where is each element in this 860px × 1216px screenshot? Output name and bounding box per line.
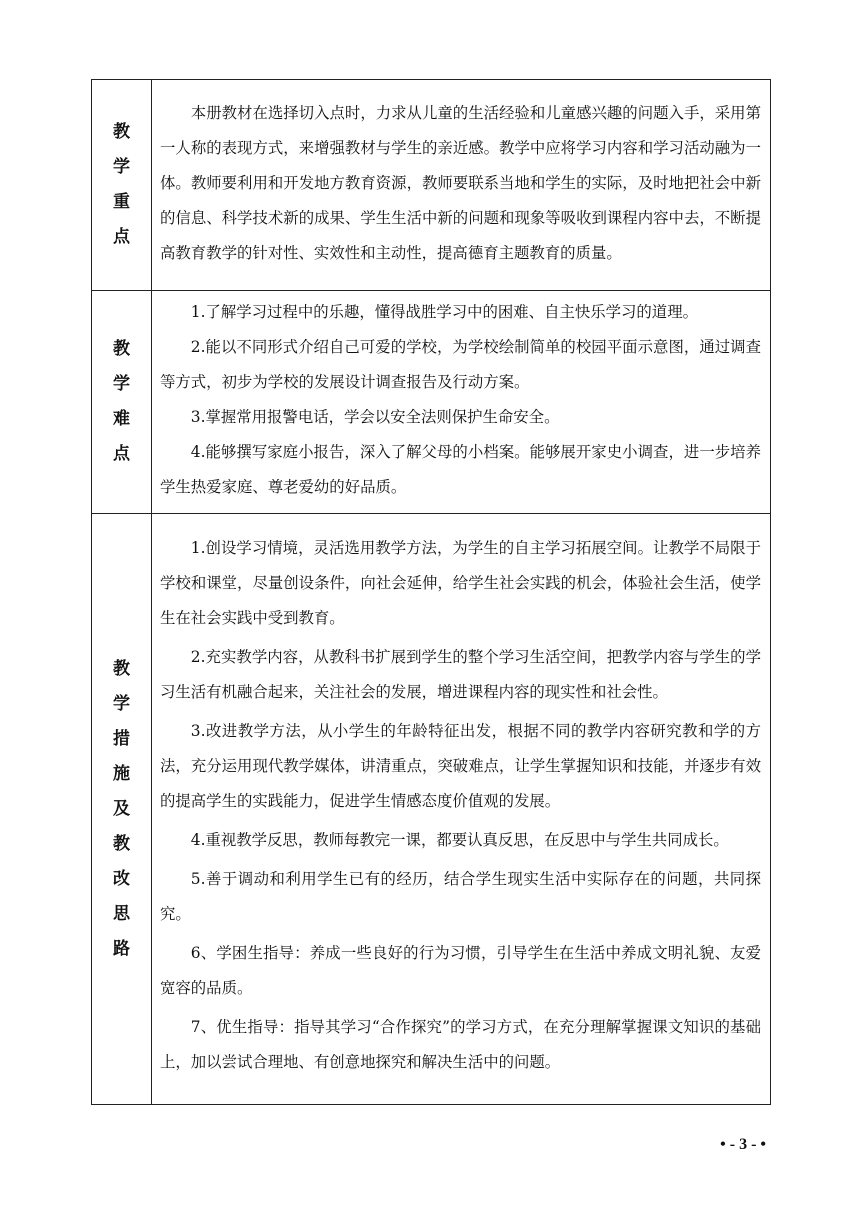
content-paragraph: 2.充实教学内容，从教科书扩展到学生的整个学习生活空间，把教学内容与学生的学习生活有机融合起来，关注社会的发展，增进课程内容的现实性和社会性。: [160, 647, 761, 701]
content-paragraph: 2.能以不同形式介绍自己可爱的学校，为学校绘制简单的校园平面示意图，通过调查等方式，初步为学校的发展设计调查报告及行动方案。: [160, 338, 761, 391]
label-char: 措: [113, 728, 130, 749]
content-paragraph: 1.创设学习情境，灵活选用教学方法，为学生的自主学习拓展空间。让教学不局限于学校和课堂，尽量创设条件，向社会延伸，给学生社会实践的机会，体验社会生活，使学生在社会实践中受到教育。: [160, 538, 761, 627]
label-char: 思: [113, 903, 130, 924]
section-row-teaching-measures: [92, 514, 771, 1105]
section-content-teaching-difficulty: [152, 291, 771, 514]
section-label-teaching-difficulty: [113, 332, 130, 472]
section-row-teaching-difficulty: [92, 291, 771, 514]
content-paragraph: 3.改进教学方法，从小学生的年龄特征出发，根据不同的教学内容研究教和学的方法，充分运用现代教学媒体，讲清重点，突破难点，让学生掌握知识和技能，并逐步有效的提高学生的实践能力，促进学生情感态度价值观的发展。: [160, 721, 761, 810]
section-label-cell: [92, 80, 152, 291]
content-paragraph: 3.掌握常用报警电话，学会以安全法则保护生命安全。: [190, 408, 560, 426]
label-char: 学: [113, 157, 130, 177]
teaching-plan-table: [91, 79, 771, 1105]
label-char: 路: [113, 938, 130, 959]
label-char: 难: [113, 409, 130, 429]
label-char: 学: [113, 693, 130, 714]
section-label-teaching-measures: [113, 652, 130, 967]
section-row-teaching-focus: [92, 80, 771, 291]
content-paragraph: 6、学困生指导：养成一些良好的行为习惯，引导学生在生活中养成文明礼貌、友爱宽容的品质。: [160, 943, 761, 997]
section-content-teaching-measures: [152, 514, 771, 1105]
label-char: 改: [113, 868, 130, 889]
label-char: 重: [113, 192, 130, 212]
section-content-teaching-focus: [152, 80, 771, 291]
label-char: 教: [113, 833, 130, 854]
label-char: 点: [113, 444, 130, 464]
content-paragraph: 4.重视教学反思，教师每教完一课，都要认真反思，在反思中与学生共同成长。: [190, 830, 729, 849]
content-paragraph: 1.了解学习过程中的乐趣，懂得战胜学习中的困难、自主快乐学习的道理。: [190, 303, 698, 321]
content-paragraph: 本册教材在选择切入点时，力求从儿童的生活经验和儿童感兴趣的问题入手，采用第一人称的表现方式，来增强教材与学生的亲近感。教学中应将学习内容和学习活动融为一体。教师要利用和开发地方教育资源，教师要联系当地和学生的实际，及时地把社会中新的信息、科学技术新的成果、学生生活中新的问题和现象等吸收到课程内容中去，不断提高教育教学的针对性、实效性和主动性，提高德育主题教育的质量。: [160, 103, 761, 262]
label-char: 施: [113, 763, 130, 784]
label-char: 教: [113, 339, 130, 359]
label-char: 教: [113, 658, 130, 679]
section-label-cell: [92, 514, 152, 1105]
label-char: 点: [113, 227, 130, 247]
label-char: 教: [113, 122, 130, 142]
section-label-cell: [92, 291, 152, 514]
content-paragraph: 7、优生指导：指导其学习“合作探究”的学习方式，在充分理解掌握课文知识的基础上，加以尝试合理地、有创意地探究和解决生活中的问题。: [160, 1017, 761, 1071]
label-char: 学: [113, 374, 130, 394]
content-paragraph: 4.能够撰写家庭小报告，深入了解父母的小档案。能够展开家史小调查，进一步培养学生热爱家庭、尊老爱幼的好品质。: [160, 443, 761, 496]
page-number: • - 3 - •: [720, 1136, 766, 1153]
content-paragraph: 5.善于调动和利用学生已有的经历，结合学生现实生活中实际存在的问题，共同探究。: [160, 869, 761, 923]
section-label-teaching-focus: [113, 115, 130, 255]
label-char: 及: [113, 798, 130, 819]
